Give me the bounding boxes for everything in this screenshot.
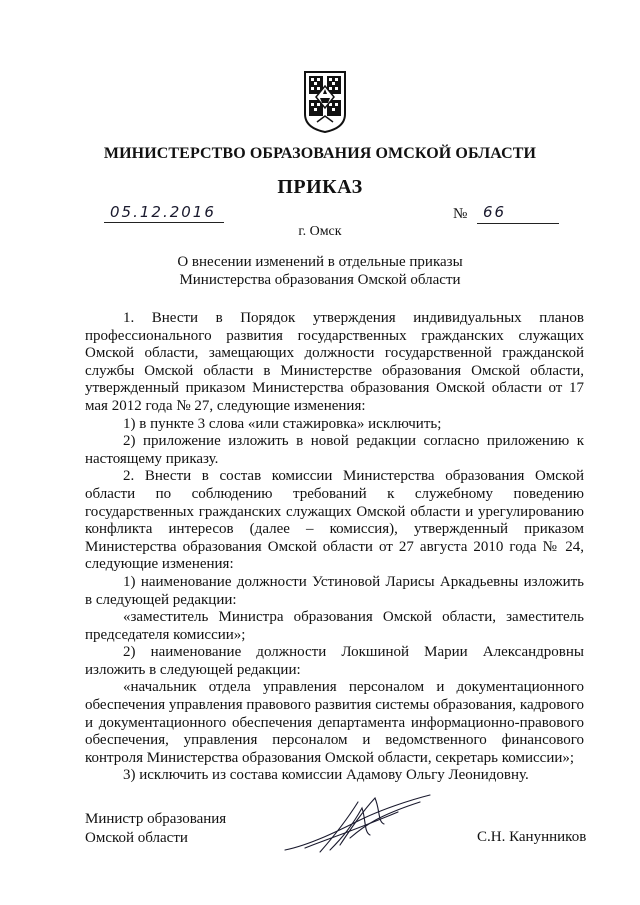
- body-paragraph: 1. Внести в Порядок утверждения индивидуальных планов профессионального развития государственных гражданских служащих Омской области, замещающих должности государственной гражданской службы Омской области в Министерстве образования Омской области, утвержденный приказом Министерства образования Омской области от 17 мая 2012 года № 27, следующие изменения:: [85, 310, 584, 414]
- date-underline: [104, 222, 224, 223]
- coat-of-arms-icon: [303, 70, 347, 134]
- body-paragraph: «заместитель Министра образования Омской области, заместитель председателя комиссии»;: [85, 609, 584, 643]
- document-subject: [0, 253, 640, 289]
- subject-line: Министерства образования Омской области: [179, 272, 461, 288]
- signer-position-line: Омской области: [85, 830, 188, 846]
- handwritten-number: 66: [483, 203, 507, 221]
- ministry-title: МИНИСТЕРСТВО ОБРАЗОВАНИЯ ОМСКОЙ ОБЛАСТИ: [103, 145, 537, 162]
- document-type-title: ПРИКАЗ: [277, 176, 363, 198]
- subject-line: О внесении изменений в отдельные приказы: [177, 254, 463, 270]
- document-body: [85, 310, 584, 785]
- number-label: №: [453, 206, 468, 222]
- body-paragraph: 2) наименование должности Локшиной Марии Александровны изложить в следующей редакции:: [85, 644, 584, 678]
- signer-name: С.Н. Канунников: [477, 829, 587, 845]
- city-label: г. Омск: [298, 224, 342, 239]
- body-paragraph: 1) наименование должности Устиновой Ларисы Аркадьевны изложить в следующей редакции:: [85, 573, 584, 608]
- body-paragraph: 3) исключить из состава комиссии Адамову Ольгу Леонидовну.: [123, 767, 529, 784]
- handwritten-date: 05.12.2016: [110, 203, 216, 221]
- signer-position: [85, 810, 226, 848]
- body-paragraph: 2) приложение изложить в новой редакции согласно приложению к настоящему приказу.: [85, 433, 584, 467]
- body-paragraph: «начальник отдела управления персоналом и документационного обеспечения управления правового развития системы образования, кадрового и документационного обеспечения департамента информационно-правового обеспечения, управления персоналом и ведомственного финансового контроля Министерства образования Омской области, секретарь комиссии»;: [85, 679, 584, 766]
- handwritten-signature: [280, 790, 440, 860]
- body-paragraph: 1) в пункте 3 слова «или стажировка» исключить;: [123, 415, 442, 432]
- signer-position-line: Министр образования: [85, 811, 227, 827]
- body-paragraph: 2. Внести в состав комиссии Министерства образования Омской области по соблюдению требований к служебному поведению государственных гражданских служащих Омской области и урегулированию конфликта интересов (далее – комиссия), утвержденный приказом Министерства образования Омской области от 27 августа 2010 года № 24, следующие изменения:: [85, 468, 584, 573]
